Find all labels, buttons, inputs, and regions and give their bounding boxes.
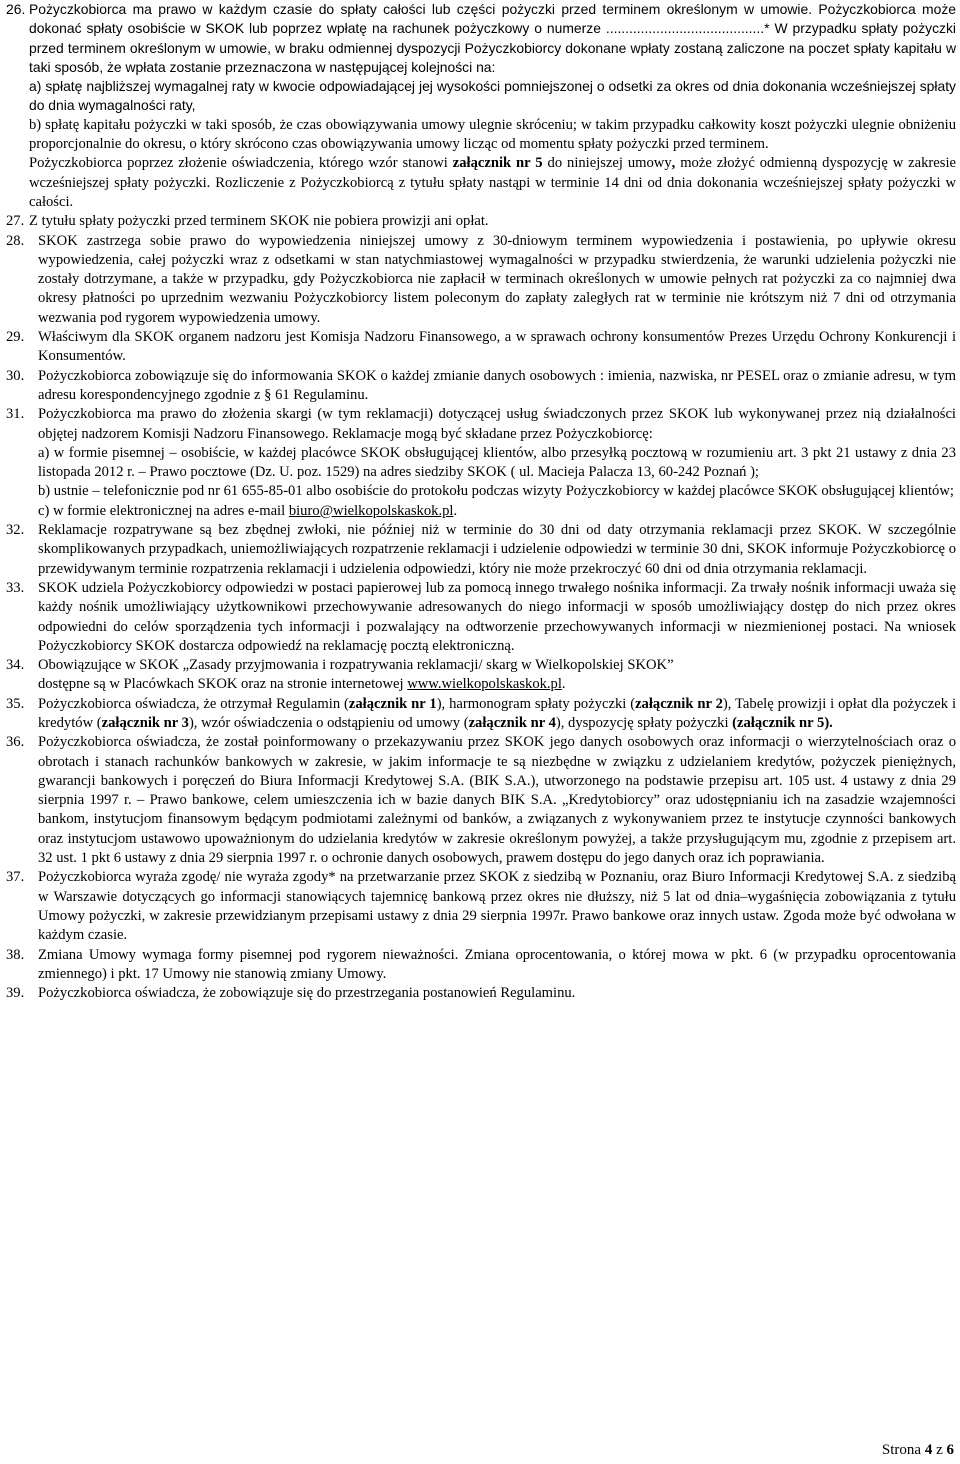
current-page: 4 bbox=[924, 1441, 933, 1458]
section-text: W przypadku spłaty pożyczki przed terminem określonym w umowie, w braku odmiennej dyspozycji Pożyczkobiorcy dokonane wpłaty zostaną zaliczone na poczet spłaty kapitału w taki sposób, że wpłata zostanie przeznaczona w następującej kolejności na: bbox=[29, 20, 957, 75]
annex-reference: załącznik nr 2 bbox=[635, 695, 723, 712]
section-point-a: a) spłatę najbliższej wymagalnej raty w kwocie odpowiadającej jej wysokości pomniejszonej o odsetki za okres od dnia dokonania wcześniejszej spłaty do dnia wymagalności raty, bbox=[29, 78, 956, 114]
section-number: 34. bbox=[6, 657, 25, 674]
section-37 bbox=[6, 868, 956, 945]
section-36 bbox=[6, 733, 956, 868]
section-28 bbox=[6, 232, 956, 328]
section-point-a: a) w formie pisemnej – osobiście, w każdej placówce SKOK obsługującej klientów, albo przesyłką pocztową w rozumieniu art. 3 pkt 21 ustawy z dnia 23 listopada 2012 r. – Prawo pocztowe (Dz. U. poz. 1529) na adres siedziby SKOK ( ul. Macieja Palacza 13, 60-242 Poznań ); bbox=[38, 444, 956, 481]
section-point-c: c) w formie elektronicznej na adres e-mail biuro@wielkopolskaskok.pl. bbox=[38, 502, 458, 519]
section-point-b: b) ustnie – telefonicznie pod nr 61 655-85-01 albo osobiście do protokołu podczas wizyty Pożyczkobiorcy w każdej placówce SKOK obsługującej klientów; bbox=[38, 483, 954, 500]
section-text: Z tytułu spłaty pożyczki przed terminem SKOK nie pobiera prowizji ani opłat. bbox=[29, 213, 489, 230]
section-text: Pożyczkobiorca ma prawo do złożenia skargi (w tym reklamacji) dotyczącej usług świadczonych przez SKOK lub wykonywanej przez nią działalności objętej nadzorem Komisji Nadzoru Finansowego. Reklamacje mogą być składane przez Pożyczkobiorcę: bbox=[38, 406, 956, 442]
section-34 bbox=[6, 656, 956, 695]
section-text: SKOK zastrzega sobie prawo do wypowiedzenia niniejszej umowy z 30-dniowym terminem wypowiedzenia i postawienia, po upływie okresu wypowiedzenia, całej pożyczki wraz z odsetkami w stan natychmiastowej wymagalności w przypadku stwierdzenia, że warunki udzielenia pożyczki nie zostały dotrzymane, a także w przypadku, gdy Pożyczkobiorca nie zapłacił w terminach określonych w umowie pełnych rat pożyczki za co najmniej dwa okresy płatności po uprzednim wezwaniu Pożyczkobiorcy listem poleconym do zapłaty zaległych rat w terminie nie krótszym niż 7 dni od otrzymania wezwania pod rygorem wypowiedzenia umowy. bbox=[38, 232, 956, 326]
section-number: 29. bbox=[6, 329, 25, 346]
section-text: Pożyczkobiorca oświadcza, że został poinformowany o przekazywaniu przez SKOK jego danych osobowych oraz informacji o wierzytelnościach oraz o obrotach i stanach rachunków bankowych w zakresie, w jakim informacje te są niezbędne w związku z udzielaniem kredytów, pożyczek pieniężnych, gwarancji bankowych i poręczeń do Biura Informacji Kredytowej S.A. (BIK S.A.), utworzonego na podstawie przepisu art. 105 ust. 4 ustawy z dnia 29 sierpnia 1997 r. – Prawo bankowe, celem umieszczenia ich w bazie danych BIK S.A. „Kredytobiorcy” oraz udostępnianiu ich na zasadzie wzajemności bankom, instytucjom finansowym będącym podmiotami zależnymi od banków, a związanych z wykonywaniem przez te instytucje czynności bankowych oraz instytucjom ustawowo upoważnionym do udzielania kredytów w zakresie określonym powyżej, a także przysługującym mu, zgodnie z przepisem art. 32 ust. 1 pkt 6 ustawy z dnia 29 sierpnia 1997 r. o ochronie danych osobowych, prawem dostępu do jego danych oraz ich poprawiania. bbox=[38, 734, 956, 867]
section-number: 39. bbox=[6, 985, 25, 1002]
section-30 bbox=[6, 367, 956, 406]
section-number: 32. bbox=[6, 522, 25, 539]
section-number: 35. bbox=[6, 695, 25, 712]
page-number: Strona 4 z 6 bbox=[881, 1441, 954, 1458]
section-39 bbox=[6, 984, 956, 1003]
section-body bbox=[38, 405, 956, 521]
section-38 bbox=[6, 946, 956, 985]
annex-reference: załącznik nr 5 bbox=[452, 155, 543, 172]
section-number: 38. bbox=[6, 946, 25, 963]
section-number: 33. bbox=[6, 579, 25, 596]
section-body bbox=[29, 0, 956, 212]
section-35 bbox=[6, 695, 956, 734]
section-29 bbox=[6, 328, 956, 367]
section-number: 27. bbox=[6, 213, 25, 230]
section-26 bbox=[6, 0, 956, 212]
section-number: 26. bbox=[6, 1, 26, 17]
section-27 bbox=[6, 212, 956, 231]
section-number: 31. bbox=[6, 406, 25, 423]
section-body bbox=[38, 656, 956, 695]
section-text: Pożyczkobiorca zobowiązuje się do informowania SKOK o każdej zmianie danych osobowych : imienia, nazwiska, nr PESEL oraz o zmianie adresu, w tym adresu korespondencyjnego zgodnie z § 61 Regulaminu. bbox=[38, 367, 956, 403]
annex-reference: załącznik nr 3 bbox=[101, 714, 189, 731]
section-text: SKOK udziela Pożyczkobiorcy odpowiedzi w postaci papierowej lub za pomocą innego trwałego nośnika informacji. Za trwały nośnik informacji uważa się każdy nośnik umożliwiający użytkownikowi przechowywanie adresowanych do niego informacji w sposób umożliwiający dostęp do nich przez okres odpowiedni do celów sporządzenia tych informacji i pozwalający na odtworzenie przechowywanych informacji w niezmienionej postaci. Na wniosek Pożyczkobiorcy SKOK dostarcza odpowiedź na reklamację pocztą elektroniczną. bbox=[38, 579, 956, 654]
annex-reference: załącznik nr 4 bbox=[468, 714, 556, 731]
email-link[interactable]: biuro@wielkopolskaskok.pl bbox=[288, 502, 454, 519]
section-31 bbox=[6, 405, 956, 521]
annex-reference: (załącznik nr 5). bbox=[732, 714, 833, 731]
section-text: Pożyczkobiorca wyraża zgodę/ nie wyraża zgody* na przetwarzanie przez SKOK z siedzibą w Poznaniu, oraz Biuro Informacji Kredytowej S.A. z siedzibą w Warszawie dotyczących go informacji stanowiących tajemnicę bankową przez okres nie dłuższy, niż 5 lat od dnia–wygaśnięcia zobowiązania z tytułu Umowy pożyczki, w zakresie przewidzianym przepisami ustawy z dnia 29 sierpnia 1997r. Prawo bankowe oraz innych ustaw. Zgoda może być odwołana w każdym czasie. bbox=[38, 869, 956, 944]
section-32 bbox=[6, 521, 956, 579]
section-text: Właściwym dla SKOK organem nadzoru jest Komisja Nadzoru Finansowego, a w sprawach ochrony konsumentów Prezes Urzędu Ochrony Konkurencji i Konsumentów. bbox=[38, 329, 956, 365]
section-number: 37. bbox=[6, 869, 25, 886]
section-number: 30. bbox=[6, 367, 25, 384]
section-paragraph: Pożyczkobiorca poprzez złożenie oświadczenia, którego wzór stanowi załącznik nr 5 do niniejszej umowy, może złożyć odmienną dyspozycję w zakresie wcześniejszej spłaty pożyczki. Rozliczenie z Pożyczkobiorcą z tytułu spłaty nastąpi w terminie 14 dni od dnia dokonania wcześniejszej spłaty pożyczki w całości. bbox=[29, 155, 956, 210]
section-text: Pożyczkobiorca oświadcza, że otrzymał Regulamin (załącznik nr 1), harmonogram spłaty pożyczki (załącznik nr 2), Tabelę prowizji i opłat dla pożyczek i kredytów (załącznik nr 3), wzór oświadczenia o odstąpieniu od umowy (załącznik nr 4), dyspozycję spłaty pożyczki (załącznik nr 5). bbox=[38, 695, 957, 731]
section-text: dostępne są w Placówkach SKOK oraz na stronie internetowej www.wielkopolskaskok.pl. bbox=[38, 676, 566, 693]
total-pages: 6 bbox=[946, 1441, 954, 1458]
section-text: Zmiana Umowy wymaga formy pisemnej pod rygorem nieważności. Zmiana oprocentowania, o której mowa w pkt. 6 (w przypadku oprocentowania zmiennego) i pkt. 17 Umowy nie stanowią zmiany Umowy. bbox=[38, 946, 956, 982]
section-number: 28. bbox=[6, 232, 25, 249]
section-33 bbox=[6, 579, 956, 656]
section-text: Reklamacje rozpatrywane są bez zbędnej zwłoki, nie później niż w terminie do 30 dni od daty otrzymania reklamacji przez SKOK. W szczególnie skomplikowanych przypadkach, uniemożliwiających rozpatrzenie reklamacji i udzielenie odpowiedzi w terminie 30 dni, SKOK informuje Pożyczkobiorcę o przewidywanym terminie rozpatrzenia reklamacji i udzielenia odpowiedzi, który nie może przekroczyć 60 dni od dnia otrzymania reklamacji. bbox=[38, 522, 956, 577]
section-text: Pożyczkobiorca oświadcza, że zobowiązuje się do przestrzegania postanowień Regulaminu. bbox=[38, 985, 576, 1002]
website-link[interactable]: www.wielkopolskaskok.pl bbox=[407, 676, 562, 693]
section-point-b: b) spłatę kapitału pożyczki w taki sposób, że czas obowiązywania umowy ulegnie skróceniu; w takim przypadku całkowity koszt pożyczki ulegnie obniżeniu proporcjonalnie do okresu, o który skrócono czas obowiązywania umowy licząc od momentu spłaty pożyczki przed terminem. bbox=[29, 116, 956, 153]
section-text: Pożyczkobiorca ma prawo w każdym czasie do spłaty całości lub części pożyczki przed terminem określonym w umowie. Pożyczkobiorca może dokonać spłaty osobiście w SKOK lub poprzez wpłatę na rachunek pożyczkowy o numerze .........................................* bbox=[29, 1, 956, 37]
section-number: 36. bbox=[6, 734, 25, 751]
annex-reference: załącznik nr 1 bbox=[348, 695, 437, 712]
section-text: Obowiązujące w SKOK „Zasady przyjmowania i rozpatrywania reklamacji/ skarg w Wielkopolskiej SKOK” bbox=[38, 657, 674, 674]
